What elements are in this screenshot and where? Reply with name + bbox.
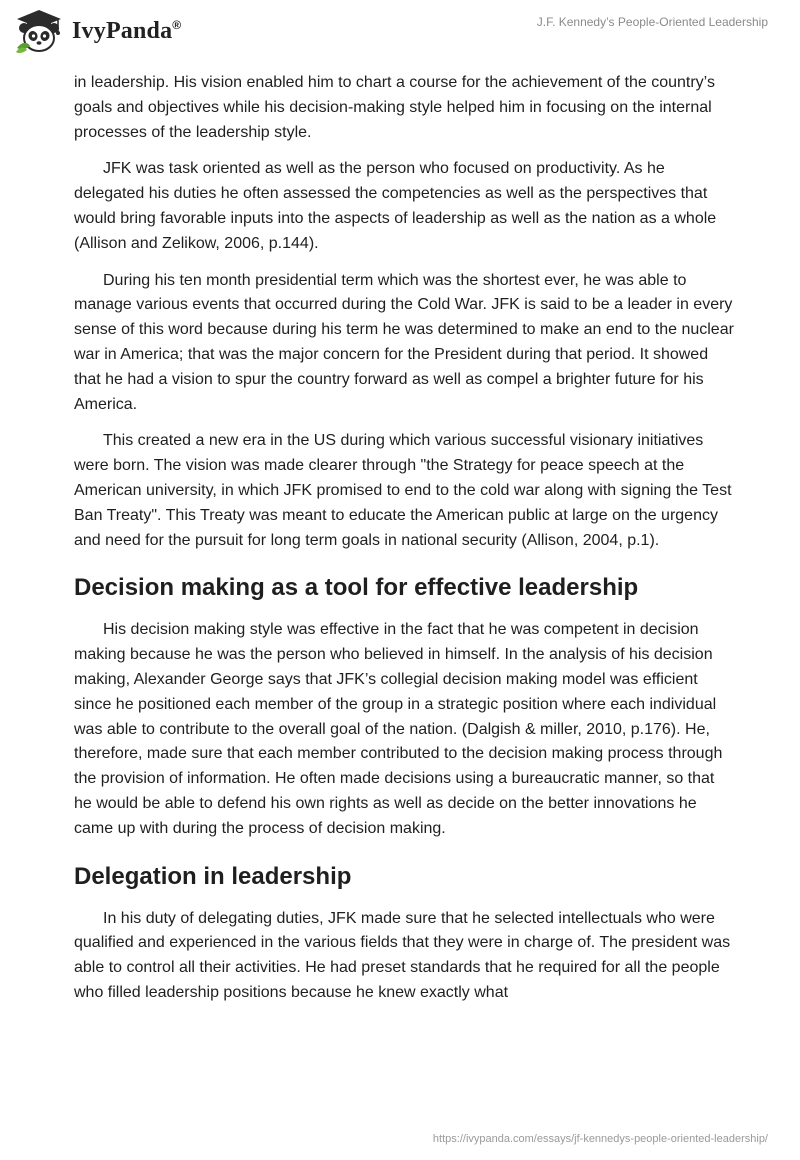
paragraph: JFK was task oriented as well as the person who focused on productivity. As he delegated his duties he often assessed the competencies as well as the perspectives that would bring favorable inputs into the aspects of leadership as well as the nation as a whole (Allison and Zelikow, 2006, p.144). — [74, 160, 717, 252]
brand-name: IvyPanda® — [72, 17, 182, 44]
paragraph: During his ten month presidential term which was the shortest ever, he was able to manage various events that occurred during the Cold War. JFK is said to be a leader in every sense of this word because during his term he was determined to make an end to the nuclear war in America; that was the major concern for the President during that period. It showed that he had a vision to spur the country forward as well as compel a brighter future for his America. — [74, 271, 734, 413]
paragraph: in leadership. His vision enabled him to chart a course for the achievement of the country’s goals and objectives while his decision-making style helped him in focusing on the internal processes of the leadership style. — [74, 74, 715, 141]
ivypanda-logo[interactable] — [14, 8, 181, 54]
panda-logo-icon — [14, 8, 64, 54]
paragraph: In his duty of delegating duties, JFK made sure that he selected intellectuals who were qualified and experienced in the various fields that they were in charge of. The president was able to control all their activities. He had preset standards that he required for all the people who filled leadership positions because he knew exactly what — [74, 909, 731, 1001]
section-heading: Delegation in leadership — [74, 862, 352, 890]
paragraph: His decision making style was effective in the fact that he was competent in decision making because he was the person who believed in himself. In the analysis of his decision making, Alexander George says that JFK’s collegial decision making model was efficient since he positioned each member of the group in a strategic position where each individual was able to contribute to the overall goal of the nation. (Dalgish & miller, 2010, p.176). He, therefore, made sure that each member contributed to the decision making process through the provision of information. He often made decisions using a bureaucratic manner, so that he would be able to defend his own rights as well as decide on the better innovations he came up with during the process of decision making. — [74, 621, 723, 837]
paragraph: This created a new era in the US during which various successful visionary initiatives were born. The vision was made clearer through "the Strategy for peace speech at the American university, in which JFK promised to end to the cold war along with signing the Test Ban Treaty". This Treaty was meant to educate the American public at large on the urgency and need for the pursuit for long term goals in national security (Allison, 2004, p.1). — [74, 432, 732, 549]
document-title: J.F. Kennedy’s People-Oriented Leadership — [536, 15, 768, 29]
section-heading: Decision making as a tool for effective leadership — [74, 574, 639, 602]
page-header — [0, 0, 800, 70]
essay-body — [74, 71, 734, 1018]
registered-mark: ® — [172, 17, 182, 32]
source-url[interactable]: https://ivypanda.com/essays/jf-kennedys-people-oriented-leadership/ — [432, 1133, 768, 1145]
